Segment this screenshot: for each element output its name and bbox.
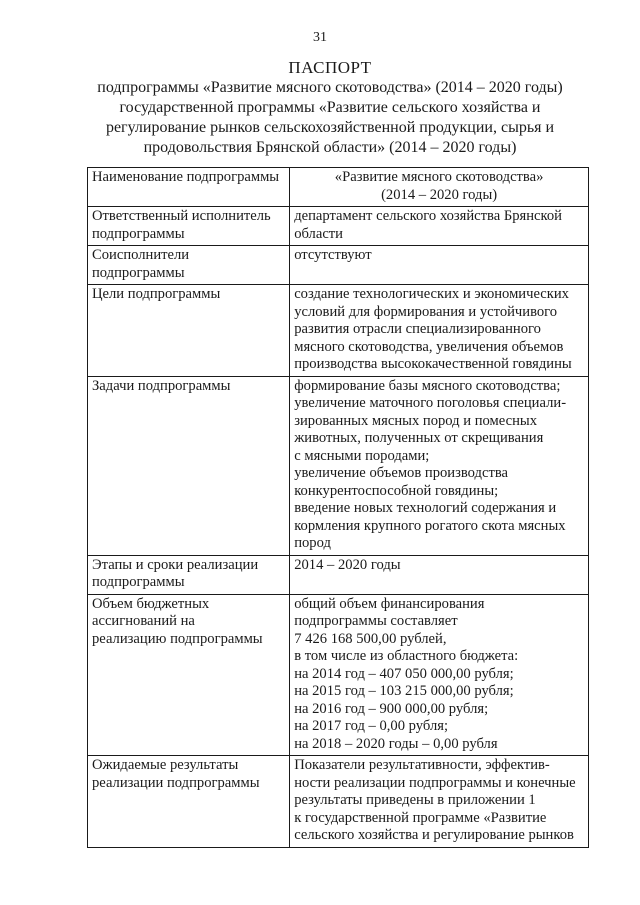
label-line: Задачи подпрограммы	[92, 377, 231, 394]
label-line: подпрограммы	[92, 225, 185, 242]
label-line: подпрограммы	[92, 574, 185, 590]
row-label	[88, 207, 290, 246]
value-line: области	[294, 225, 343, 242]
table-row-name	[88, 168, 589, 207]
value-line: к государственной программе «Развитие	[294, 809, 547, 826]
value-line: отсутствуют	[294, 247, 372, 263]
label-line: Цели подпрограммы	[92, 286, 221, 302]
value-line: «Развитие мясного скотоводства»	[334, 169, 544, 185]
table-row-stages	[88, 555, 589, 594]
title-line: продовольствия Брянской области» (2014 – 2020 годы)	[143, 139, 517, 156]
label-line: Ответственный исполнитель	[92, 208, 271, 224]
row-value	[290, 594, 589, 756]
value-line: на 2017 год – 0,00 рубля;	[294, 718, 448, 734]
row-value	[290, 756, 589, 848]
value-line: мясного скотоводства, увеличения объемов	[294, 338, 564, 355]
row-label	[88, 594, 290, 756]
value-line: 2014 – 2020 годы	[294, 556, 401, 573]
label-line: подпрограммы	[92, 264, 185, 281]
value-line: на 2018 – 2020 годы – 0,00 рубля	[294, 735, 498, 752]
value-line: производства высококачественной говядины	[294, 356, 572, 372]
label-line: Соисполнители	[92, 247, 190, 263]
value-line: увеличение маточного поголовья специали-	[294, 395, 567, 411]
label-line: Объем бюджетных	[92, 595, 210, 612]
label-line: реализации подпрограммы	[92, 774, 260, 791]
row-value	[290, 246, 589, 285]
table-row-goals	[88, 285, 589, 377]
table-row-responsible	[88, 207, 589, 246]
table-row-results	[88, 756, 589, 848]
row-label	[88, 555, 290, 594]
row-value	[290, 168, 589, 207]
label-line: ассигнований на	[92, 613, 195, 629]
value-line: ности реализации подпрограммы и конечные	[294, 774, 576, 791]
value-line: формирование базы мясного скотоводства;	[294, 377, 561, 394]
value-line: зированных мясных пород и помесных	[294, 412, 538, 429]
value-line: на 2014 год – 407 050 000,00 рубля;	[294, 665, 514, 682]
value-line: развития отрасли специализированного	[294, 321, 541, 337]
row-label	[88, 168, 290, 207]
row-value	[290, 285, 589, 377]
value-line: результаты приведены в приложении 1	[294, 792, 536, 808]
table-row-tasks	[88, 376, 589, 555]
value-line: животных, полученных от скрещивания	[294, 430, 544, 446]
value-line: кормления крупного рогатого скота мясных	[294, 517, 566, 534]
row-value	[290, 376, 589, 555]
label-line: Этапы и сроки реализации	[92, 556, 259, 573]
document-title	[60, 58, 600, 158]
title-line: государственной программы «Развитие сельского хозяйства и	[119, 99, 541, 116]
value-line: на 2015 год – 103 215 000,00 рубля;	[294, 683, 514, 699]
value-line: с мясными породами;	[294, 447, 430, 464]
row-label	[88, 376, 290, 555]
value-line: общий объем финансирования	[294, 595, 485, 612]
row-label	[88, 756, 290, 848]
value-line: на 2016 год – 900 000,00 рубля;	[294, 700, 489, 717]
value-line: пород	[294, 535, 331, 551]
label-line: Наименование подпрограммы	[92, 169, 280, 185]
value-line: 7 426 168 500,00 рублей,	[294, 630, 447, 647]
label-line: Ожидаемые результаты	[92, 757, 239, 773]
title-heading: ПАСПОРТ	[288, 58, 372, 77]
row-label	[88, 285, 290, 377]
table-row-budget	[88, 594, 589, 756]
title-line: регулирование рынков сельскохозяйственной продукции, сырья и	[105, 119, 555, 136]
value-line: условий для формирования и устойчивого	[294, 303, 558, 320]
value-line: Показатели результативности, эффектив-	[294, 757, 550, 773]
label-line: реализацию подпрограммы	[92, 630, 263, 647]
value-line: (2014 – 2020 годы)	[381, 186, 498, 203]
page-number: 31	[313, 30, 327, 45]
title-line: подпрограммы «Развитие мясного скотоводства» (2014 – 2020 годы)	[97, 79, 563, 96]
row-value	[290, 555, 589, 594]
value-line: в том числе из областного бюджета:	[294, 648, 519, 664]
value-line: увеличение объемов производства	[294, 465, 508, 481]
value-line: конкурентоспособной говядины;	[294, 482, 499, 499]
value-line: департамент сельского хозяйства Брянской	[294, 208, 562, 224]
value-line: подпрограммы составляет	[294, 613, 458, 629]
value-line: сельского хозяйства и регулирование рынков	[294, 827, 574, 843]
table-row-coexecutors	[88, 246, 589, 285]
value-line: введение новых технологий содержания и	[294, 500, 557, 516]
value-line: создание технологических и экономических	[294, 286, 569, 302]
passport-table	[87, 167, 589, 848]
row-value	[290, 207, 589, 246]
row-label	[88, 246, 290, 285]
